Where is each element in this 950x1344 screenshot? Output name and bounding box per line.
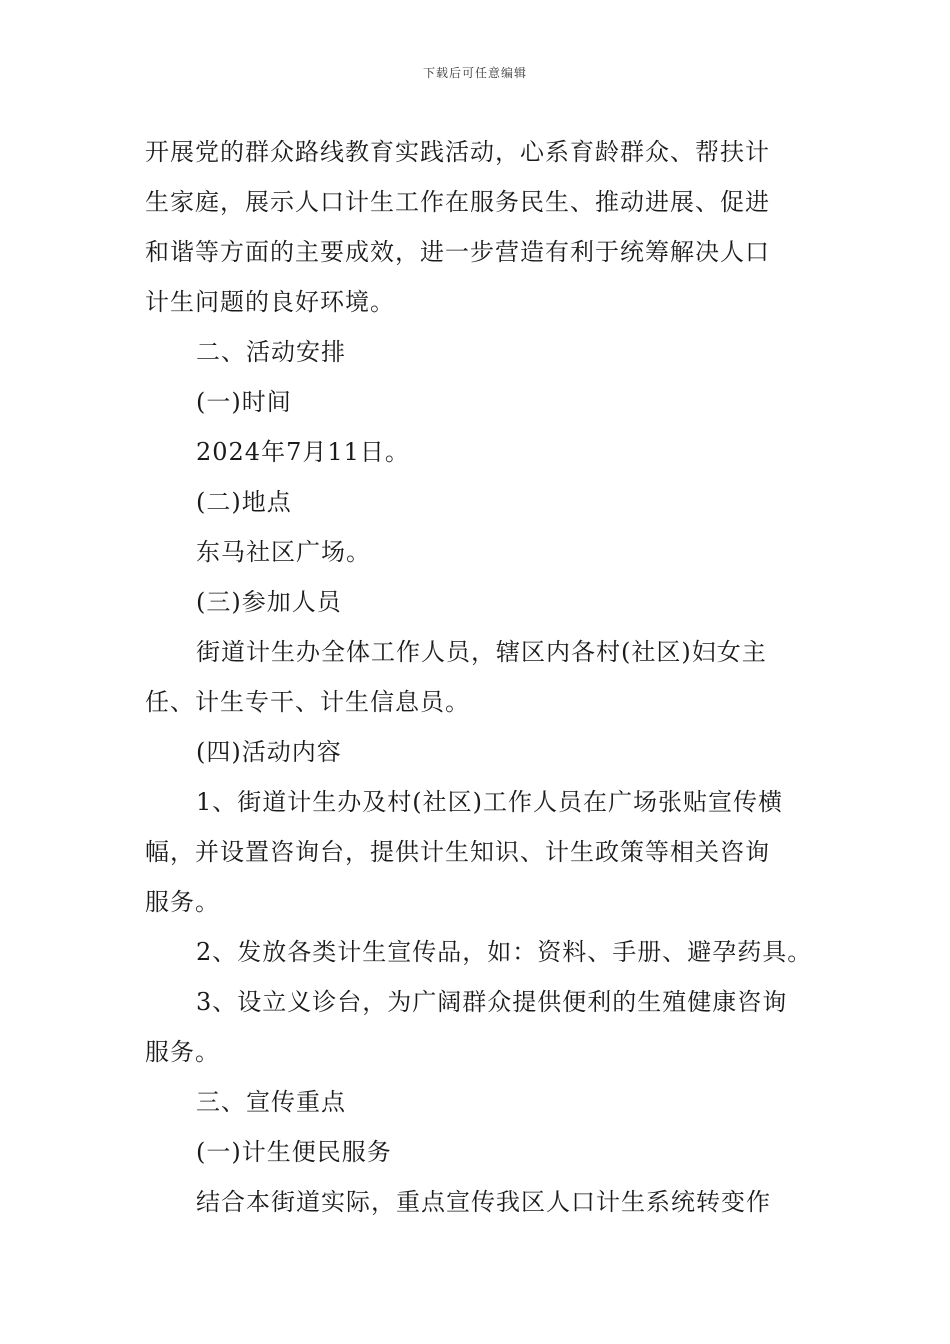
text-line: 2、发放各类计生宣传品，如：资料、手册、避孕药具。 bbox=[196, 938, 813, 966]
text-line: 结合本街道实际，重点宣传我区人口计生系统转变作 bbox=[196, 1188, 771, 1216]
subsection-heading: (一)计生便民服务 bbox=[196, 1138, 392, 1166]
text-line: 3、设立义诊台，为广阔群众提供便利的生殖健康咨询 bbox=[196, 988, 788, 1016]
text-line: 1、街道计生办及村(社区)工作人员在广场张贴宣传横 bbox=[196, 788, 783, 816]
text-line: 2024年7月11日。 bbox=[196, 438, 410, 466]
text-line: 计生问题的良好环境。 bbox=[145, 288, 395, 316]
subsection-heading: (三)参加人员 bbox=[196, 588, 342, 616]
text-line: 东马社区广场。 bbox=[196, 538, 371, 566]
section-heading: 三、宣传重点 bbox=[196, 1088, 346, 1116]
text-line: 服务。 bbox=[145, 888, 220, 916]
subsection-heading: (二)地点 bbox=[196, 488, 292, 516]
text-line: 街道计生办全体工作人员，辖区内各村(社区)妇女主 bbox=[196, 638, 767, 666]
text-line: 和谐等方面的主要成效，进一步营造有利于统筹解决人口 bbox=[145, 238, 770, 266]
text-line: 生家庭，展示人口计生工作在服务民生、推动进展、促进 bbox=[145, 188, 770, 216]
text-line: 幅，并设置咨询台，提供计生知识、计生政策等相关咨询 bbox=[145, 838, 770, 866]
document-body bbox=[145, 127, 813, 1227]
text-line: 任、计生专干、计生信息员。 bbox=[145, 688, 470, 716]
text-line: 服务。 bbox=[145, 1038, 220, 1066]
text-line: 开展党的群众路线教育实践活动，心系育龄群众、帮扶计 bbox=[145, 138, 770, 166]
subsection-heading: (一)时间 bbox=[196, 388, 292, 416]
page-header-note: 下载后可任意编辑 bbox=[422, 66, 527, 80]
section-heading: 二、活动安排 bbox=[196, 338, 346, 366]
subsection-heading: (四)活动内容 bbox=[196, 738, 342, 766]
